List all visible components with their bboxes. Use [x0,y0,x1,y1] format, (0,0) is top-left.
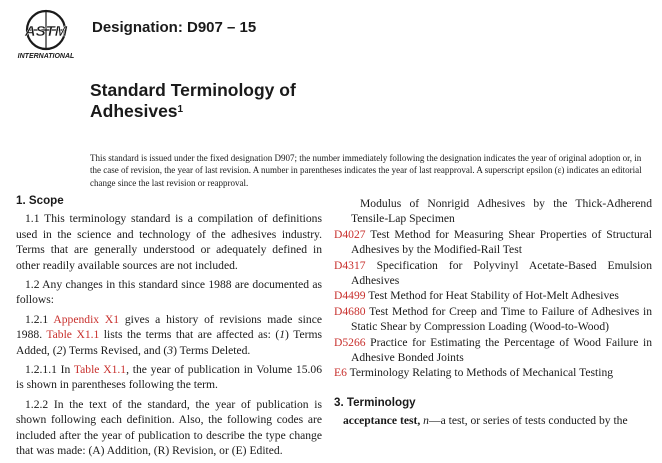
para-text: 1.2.1 [25,312,54,326]
para-text: 1.2.1.1 In [25,363,74,377]
title-line-1: Standard Terminology of [90,80,296,100]
para-text: ) Terms Deleted. [173,343,251,357]
para-text: ) Terms Revised, and ( [62,343,168,357]
reference-item [334,365,652,380]
reference-item [334,335,652,366]
astm-logo [16,8,86,60]
document-title [90,80,296,122]
term-name: acceptance test, [343,414,421,428]
title-line-2 [90,101,296,122]
term-part-of-speech: n [420,414,429,428]
reference-title: Test Method for Heat Stability of Hot-Melt Adhesives [365,289,619,303]
reference-title: Practice for Estimating the Percentage of Wood Failure in Adhesive Bonded Joints [351,335,652,365]
para-text: , the year of publication in Volume 15.06 is shown in parentheses following the term. [16,363,322,392]
list-number: 3 [167,343,174,357]
scope-paragraph-1-2-2: 1.2.2 In the text of the standard, the year of publication is shown following each definition. Also, the following codes are included after the year of publication to describe the type change that was made: (A) Addition, (R) Revision, or (E) Edited. [16,397,322,458]
reference-code-link[interactable]: D4027 [334,227,366,241]
reference-title: Terminology Relating to Methods of Mechanical Testing [346,366,614,380]
appendix-x1-link[interactable]: Appendix X1 [53,312,120,326]
scope-paragraph-1-2-1-1 [16,362,322,393]
reference-item [334,288,652,303]
terminology-heading: 3. Terminology [334,395,416,409]
reference-code-link[interactable]: D4499 [334,289,366,303]
reference-title: Specification for Polyvinyl Acetate-Based Emulsion Adhesives [351,258,652,288]
reference-code-link[interactable]: D5266 [334,335,366,349]
list-number: 1 [279,328,286,342]
logo-text: ASTM [24,23,68,40]
para-text: ) Terms Added, ( [16,328,322,357]
reference-item [334,227,652,258]
reference-code-link[interactable]: E6 [334,366,347,380]
scope-paragraph-1-2: 1.2 Any changes in this standard since 1988 are documented as follows: [16,278,322,307]
standard-notice: This standard is issued under the fixed designation D907; the number immediately following the designation indicates the year of original adoption or, in the case of revision, the year of last revision. A number in parentheses indicates the year of last reapproval. A superscript epsilon (ε) indicates an editorial change since the last revision or reapproval. [90,153,642,188]
term-definition: —a test, or series of tests conducted by the [428,414,628,428]
reference-title: Test Method for Measuring Shear Properties of Structural Adhesives by the Modified-Rail Test [351,227,652,257]
reference-title: Test Method for Creep and Time to Failure of Adhesives in Static Shear by Compression Loading (Wood-to-Wood) [351,304,652,334]
title-footnote-mark: 1 [177,104,184,115]
title-line-2-text: Adhesives [90,101,178,121]
reference-item [334,304,652,335]
scope-paragraph-1-1: 1.1 This terminology standard is a compilation of definitions used in the science and technology of the adhesives industry. Terms that are generally understood or adequately defined in other readily available sources are not included. [16,212,322,272]
logo-subtext: INTERNATIONAL [17,53,75,60]
para-text: gives a history of revisions made since 1988. [16,312,322,342]
term-entry [334,413,652,428]
reference-code-link[interactable]: D4680 [334,304,366,318]
designation: Designation: D907 – 15 [92,19,257,36]
para-text: lists the terms that are affected as: ( [99,328,280,342]
scope-heading: 1. Scope [16,194,64,207]
left-column [16,193,322,463]
list-number: 2 [56,343,63,357]
scope-paragraph-1-2-1 [16,312,322,358]
table-x1-1-link[interactable]: Table X1.1 [46,328,100,342]
reference-code-link[interactable]: D4317 [334,258,366,272]
table-x1-1-link-2[interactable]: Table X1.1 [73,363,127,377]
right-column [334,196,652,429]
reference-continuation: Modulus of Nonrigid Adhesives by the Thick-Adherend Tensile-Lap Specimen [351,197,652,226]
reference-item [334,258,652,289]
